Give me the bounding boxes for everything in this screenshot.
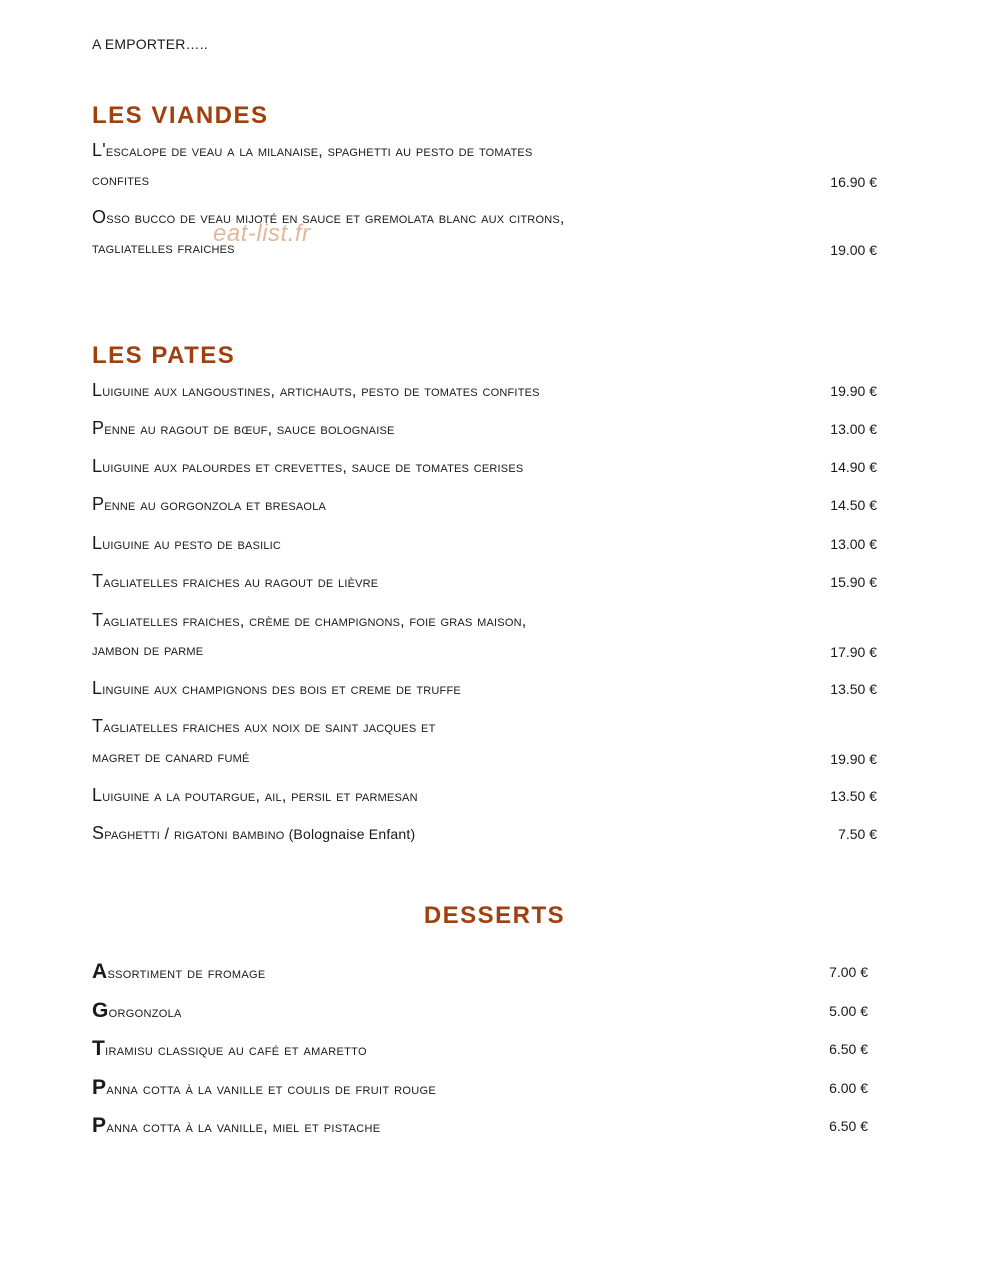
menu-item-price: 17.90 € (830, 644, 877, 660)
menu-item-name: Tagliatelles fraiches, crème de champignons, foie gras maison, (92, 610, 527, 630)
menu-item-name: Tagliatelles fraiches au ragout de lièvre (92, 571, 379, 591)
menu-item-note: (Bolognaise Enfant) (284, 826, 416, 842)
menu-item-name (92, 823, 415, 844)
menu-item-name: Penne au ragout de bœuf, sauce bolognaise (92, 418, 395, 438)
menu-item-name-cont: confites (92, 172, 150, 189)
section-title-pates: LES PATES (92, 342, 236, 369)
menu-item-name: Osso bucco de veau mijoté en sauce et gremolata blanc aux citrons, (92, 207, 565, 227)
menu-item-name: Luiguine au pesto de basilic (92, 533, 282, 553)
menu-item-price: 19.90 € (830, 383, 877, 399)
dessert-item-price: 6.50 € (829, 1118, 868, 1134)
dessert-item-name: Panna cotta à la vanille, miel et pistache (92, 1114, 381, 1137)
menu-item-price: 19.90 € (830, 751, 877, 767)
menu-item-price: 13.50 € (830, 788, 877, 804)
menu-item-name: L'escalope de veau a la milanaise, spaghetti au pesto de tomates (92, 140, 533, 160)
menu-item-price: 16.90 € (830, 174, 877, 190)
menu-item-name: Linguine aux champignons des bois et creme de truffe (92, 678, 461, 698)
menu-item-name: Luiguine aux langoustines, artichauts, pesto de tomates confites (92, 380, 540, 400)
dessert-item-name: Gorgonzola (92, 999, 182, 1022)
dessert-item-name: Tiramisu classique au café et amaretto (92, 1037, 367, 1060)
menu-item-name: Luiguine aux palourdes et crevettes, sauce de tomates cerises (92, 456, 524, 476)
menu-item-price: 19.00 € (830, 242, 877, 258)
menu-item-name: Tagliatelles fraiches aux noix de saint jacques et (92, 716, 436, 736)
menu-item-price: 7.50 € (838, 826, 877, 842)
section-title-viandes: LES VIANDES (92, 102, 269, 129)
menu-item-label: Spaghetti / rigatoni bambino (92, 823, 285, 843)
menu-item-name-cont: jambon de parme (92, 642, 204, 659)
menu-item-price: 13.50 € (830, 681, 877, 697)
menu-item-name-cont: tagliatelles fraiches (92, 240, 235, 257)
menu-item-price: 14.90 € (830, 459, 877, 475)
menu-item-price: 14.50 € (830, 497, 877, 513)
section-title-desserts: DESSERTS (423, 902, 566, 929)
dessert-item-price: 7.00 € (829, 964, 868, 980)
watermark: eat-list.fr (213, 220, 311, 247)
menu-item-price: 13.00 € (830, 421, 877, 437)
dessert-item-price: 6.00 € (829, 1080, 868, 1096)
dessert-item-name: Assortiment de fromage (92, 960, 266, 983)
menu-item-name: Penne au gorgonzola et bresaola (92, 494, 327, 514)
menu-item-name: Luiguine a la poutargue, ail, persil et parmesan (92, 785, 418, 805)
dessert-item-price: 5.00 € (829, 1003, 868, 1019)
dessert-item-name: Panna cotta à la vanille et coulis de fruit rouge (92, 1076, 436, 1099)
takeaway-label: A EMPORTER….. (92, 36, 208, 52)
dessert-item-price: 6.50 € (829, 1041, 868, 1057)
menu-item-price: 13.00 € (830, 536, 877, 552)
menu-item-price: 15.90 € (830, 574, 877, 590)
menu-item-name-cont: magret de canard fumé (92, 749, 250, 766)
